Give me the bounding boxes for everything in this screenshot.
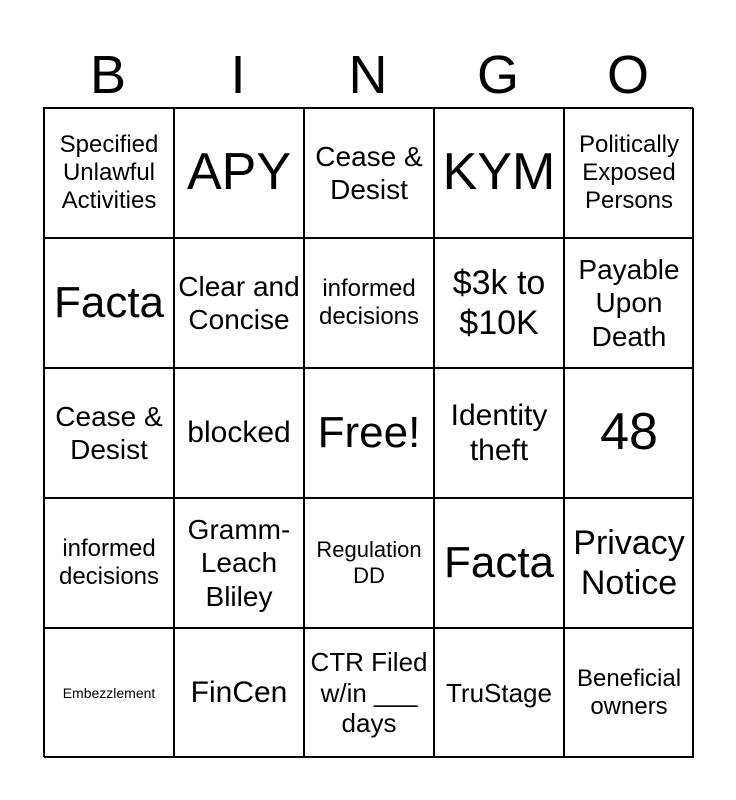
header-letter-o: O [606, 45, 649, 105]
bingo-cell[interactable] [44, 368, 174, 498]
cell-text: blocked [187, 416, 291, 450]
bingo-cell[interactable] [434, 108, 564, 238]
bingo-cell[interactable] [434, 498, 564, 628]
bingo-cell[interactable] [304, 498, 434, 628]
cell-text: APY [186, 143, 292, 202]
bingo-cell[interactable] [174, 628, 304, 758]
cell-text: Facta [443, 538, 555, 588]
cell-text: Cease & Desist [55, 400, 163, 465]
bingo-cell[interactable] [174, 498, 304, 628]
bingo-cell[interactable] [174, 108, 304, 238]
header-letter-g: G [476, 45, 519, 105]
cell-text: TruStage [446, 677, 552, 708]
header-letter-b: B [89, 45, 127, 105]
cell-text: Facta [53, 278, 165, 328]
bingo-cell[interactable] [44, 238, 174, 368]
bingo-cell[interactable] [564, 108, 694, 238]
bingo-cell[interactable] [564, 238, 694, 368]
cell-text: 48 [600, 403, 658, 462]
bingo-header [43, 42, 693, 108]
bingo-cell[interactable] [564, 628, 694, 758]
cell-text: Cease & Desist [315, 140, 423, 205]
cell-text: Politically Exposed Persons [578, 130, 680, 215]
bingo-cell[interactable] [304, 238, 434, 368]
header-letter-i: I [230, 45, 246, 105]
bingo-cell[interactable] [434, 238, 564, 368]
cell-text: Clear and Concise [178, 270, 300, 335]
cell-text: Identity theft [450, 398, 548, 467]
cell-text: Beneficial owners [576, 664, 682, 720]
cell-text: Privacy Notice [573, 523, 685, 602]
bingo-cell[interactable] [44, 108, 174, 238]
bingo-cell[interactable] [564, 368, 694, 498]
free-space[interactable] [304, 368, 434, 498]
bingo-cell[interactable] [434, 368, 564, 498]
bingo-cell[interactable] [44, 498, 174, 628]
bingo-cell[interactable] [174, 238, 304, 368]
cell-text: Regulation DD [316, 537, 422, 588]
cell-text: CTR Filed w/in ___ days [310, 646, 428, 739]
cell-text: Free! [317, 408, 421, 458]
bingo-cell[interactable] [44, 628, 174, 758]
bingo-board [43, 107, 693, 757]
bingo-cell[interactable] [304, 628, 434, 758]
cell-text: Gramm-Leach Bliley [187, 514, 291, 612]
bingo-cell[interactable] [174, 368, 304, 498]
cell-text: Payable Upon Death [578, 254, 680, 352]
cell-text: KYM [442, 143, 556, 202]
cell-text: Embezzlement [62, 684, 156, 701]
cell-text: Specified Unlawful Activities [59, 130, 159, 215]
bingo-cell[interactable] [434, 628, 564, 758]
bingo-cell[interactable] [304, 108, 434, 238]
cell-text: informed decisions [58, 534, 160, 590]
cell-text: informed decisions [318, 274, 420, 330]
cell-text: FinCen [190, 676, 288, 710]
header-letter-n: N [348, 45, 388, 105]
bingo-cell[interactable] [564, 498, 694, 628]
cell-text: $3k to $10K [452, 263, 546, 342]
